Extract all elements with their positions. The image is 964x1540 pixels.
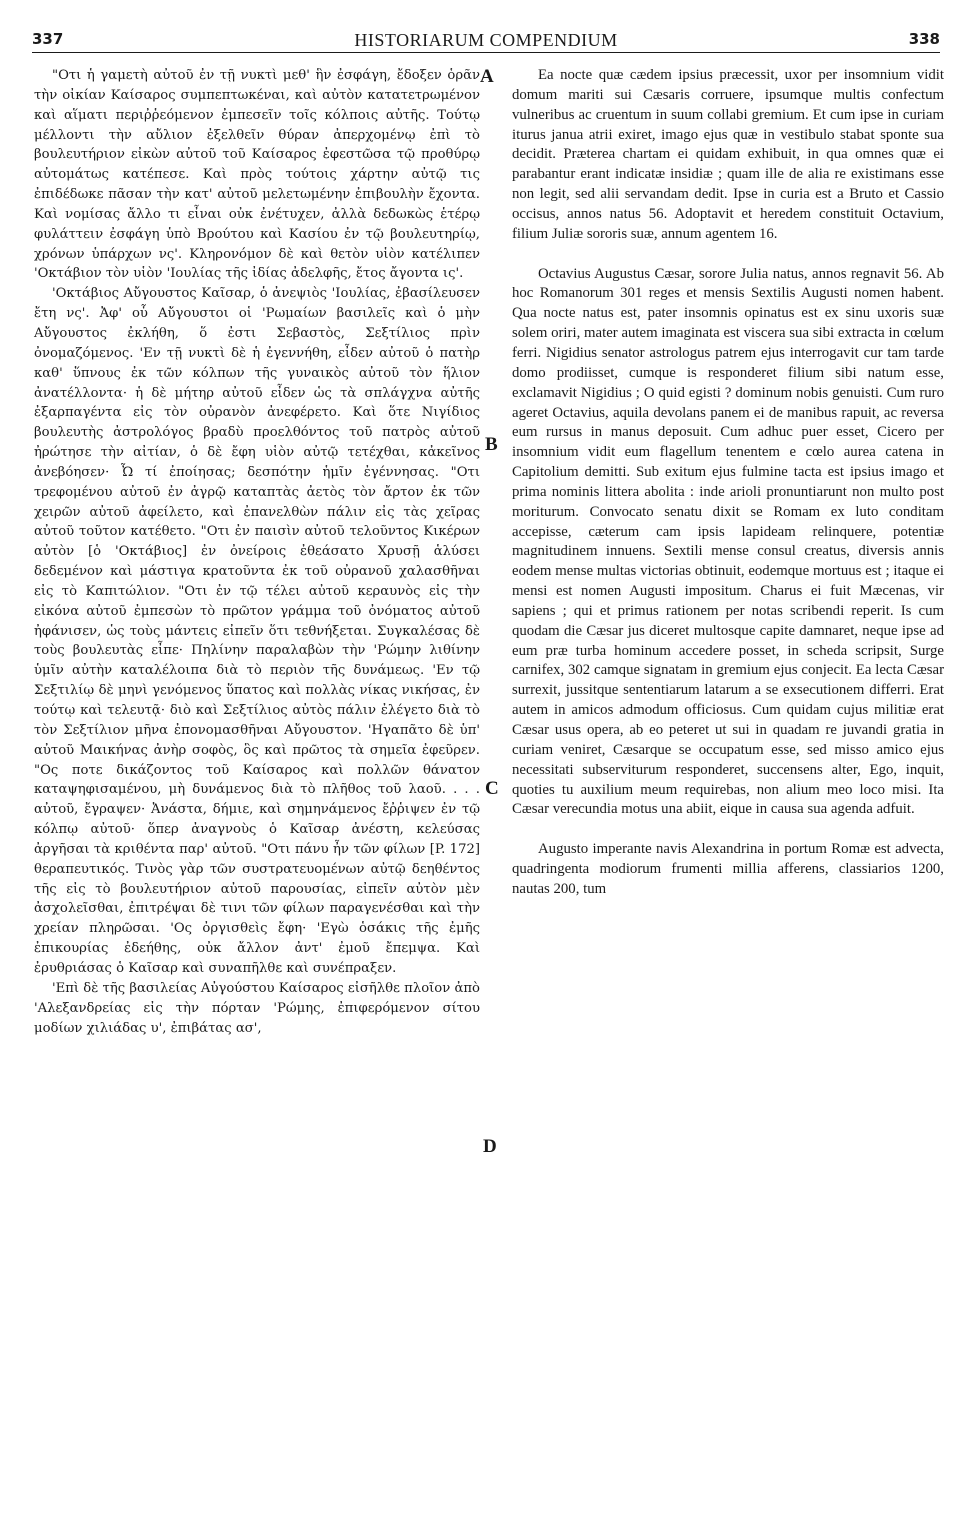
margin-letter-a: A xyxy=(480,66,494,87)
latin-paragraph-2: Octavius Augustus Cæsar, sorore Julia natus, annos regnavit 56. Ab hoc Romanorum 301 reges et mensis Sextilis Augusti nomen habent. Qua nocte natus est, pater insomnis opinatus est ex sinu uxoris suæ solem oriri, mater autem imaginata est viscera sua sibi extracta in cœlum ferri. Nigidius senator astrologus patrem ejus interrogavit cur tam tarde domo prodiisset, cumque is responderet filium sibi natum esse, exclamavit Nigidius ; O quid egisti ? dominum nobis genuisti. Cum ruro ageret Octavius, aquila devolans panem ei de manibus rapuit, ac reversa eum rursus in manus deposuit. Cum adhuc puer esset, Cicero per insomnium vidit eum flagellum tenentem e cœlo aurea catena in Capitolium demitti. Sub exitum ejus fulmine tacta est ipsius imago et prima nominis littera abolita : inde arioli pronuntiarunt non multo post moriturum. Convocato senatu dixit se Romam ex luto conditam accepisse, cæterum cam ipsis lapideam relinquere, potentiæ magnitudinem innuens. Sextili mense consul creatus, diversis annis eodem mense multas victorias obtinuit, eodemque mortuus est ; itaque ei mensi est nomen Augusti impositum. Charus ei fuit Mæcenas, vir sapiens ; qui et primus rationem per notas scribendi reperit. Is cum quodam die Cæsar jus diceret multosque capite damnaret, neque ipse ad eum præ turba hominum accedere posset, in scheda scripsit, Surge carnifex, 302 camque signatam in gremium ejus conjecit. Ea lecta Cæsar surrexit, jussitque sententiarum latarum a se exsecutionem differri. Erat autem in amicos admodum officiosus. Cum quidam cujus militiæ erat Cæsar usus opera, ab eo peteret ut sui in quadam re juvandi gratia in curiam veniret, Cæsarque se occupatum esse, sed misso amico ejus necessitati subserviturum responderet, succensens alter, Ego, inquit, quoties tu auxilium meum requirebas, non alium meo loco misi. Ita Cæsar verecundia motus una abiit, eique in causa sua agenda adfuit. xyxy=(512,265,944,818)
page-number-right: 338 xyxy=(908,30,940,48)
latin-column xyxy=(512,66,944,900)
margin-letter-b: B xyxy=(485,434,498,455)
latin-paragraph-1: Ea nocte quæ cædem ipsius præcessit, uxor per insomnium vidit domum mariti sui Cæsaris corruere, ipsumque multis confectum vulneribus ac cruentum in suum collabi gremium. Et cum ipse in curiam iturus janua atrii exiret, imago ejus quæ in vestibulo stabat sponte sua decidit. Præterea chartam ei quidam exhibuit, in qua omnes quæ ei parabantur erant indicatæ insidiæ ; quam ille de alia re existimans esse non legit, sed alii servandam dedit. Ipse in curia est a Bruto et Cassio occisus, annos natus 56. Adoptavit et heredem constituit Octavium, filium Juliæ sororis suæ, annum agentem 16. xyxy=(512,67,944,242)
greek-column xyxy=(34,66,480,1038)
margin-letter-d: D xyxy=(483,1136,497,1157)
margin-letter-c: C xyxy=(485,778,499,799)
latin-paragraph-3: Augusto imperante navis Alexandrina in portum Romæ est advecta, quadringenta modiorum frumenti millia afferens, classiarios 1200, nautas 200, tum xyxy=(512,841,944,897)
greek-paragraph-1: "Οτι ἡ γαμετὴ αὐτοῦ ἐν τῇ νυκτὶ μεθ' ἣν ἐσφάγη, ἔδοξεν ὁρᾶν τὴν οἰκίαν Καίσαρος συμπεπτωκέναι, καὶ αὐτὸν κατατετρωμένον καὶ αἵματι περιῤῥεόμενον ἐμπεσεῖν τοῖς κόλποις αὐτῆς. Τούτῳ μέλλοντι τὴν αὔλιον ἐξελθεῖν θύραν ἀπερχομένῳ ἐπὶ τὸ βουλευτήριον εἰκὼν αὐτοῦ τοῦ Καίσαρος ἐφεστῶσα τῷ προθύρῳ αὐτομάτως κατέπεσε. Καὶ πρὸς τούτοις χάρτην αὐτῷ τις ἐπιδέδωκε πᾶσαν τὴν κατ' αὐτοῦ μελετωμένην ἐπιβουλὴν ἔχοντα. Καὶ νομίσας ἄλλο τι εἶναι οὐκ ἐνέτυχεν, ἀλλὰ δεδωκὼς ἑτέρῳ φυλάττειν ἐσφάγη ὑπὸ Βρούτου καὶ Κασίου ἐν τῷ βουλευτηρίῳ, χρόνων ὑπάρχων νς'. Κληρονόμον δὲ καὶ θετὸν υἱὸν κατέλιπεν 'Οκτάβιον τὸν υἱὸν 'Ιουλίας τῆς ἰδίας ἀδελφῆς, ἔτος ἄγοντα ις'. xyxy=(34,68,480,282)
greek-paragraph-2: 'Οκτάβιος Αὔγουστος Καῖσαρ, ὁ ἀνεψιὸς 'Ιουλίας, ἐβασίλευσεν ἔτη νς'. Ἀφ' οὗ Αὔγουστοι οἱ 'Ρωμαίων βασιλεῖς καὶ ὁ μὴν Αὔγουστος ἐκλήθη, ὅ ἐστι Σεβαστὸς, Σεξτίλιος πρὶν ὀνομαζόμενος. 'Εν τῇ νυκτὶ δὲ ἡ ἐγεννήθη, εἶδεν αὐτοῦ ὁ πατὴρ καθ' ὕπνους ἐκ τῶν κόλπων τῆς γυναικὸς αὐτοῦ τὸν ἥλιον ἀνατέλλοντα· ἡ δὲ μήτηρ αὐτοῦ εἶδεν ὡς τὰ σπλάγχνα αὐτῆς ἐξαρπαγέντα εἰς τὸν οὐρανὸν ἀνεφέρετο. Καὶ ὅτε Νιγίδιος βουλευτὴς ἀστρολόγος βραδὺ προελθόντος τοῦ πατρὸς αὐτοῦ ἠρώτησε τὴν αἰτίαν, ὁ δὲ ἔφη υἱὸν αὐτῷ τετέχθαι, κἀκεῖνος ἀνεβόησεν· Ὦ τί ἐποίησας; δεσπότην ἡμῖν ἐγέννησας. "Οτι τρεφομένου αὐτοῦ ἐν ἀγρῷ καταπτὰς ἀετὸς τὸν ἄρτον ἐκ τῶν χειρῶν αὐτοῦ ἀφείλετο, καὶ ἐπανελθὼν πάλιν εἰς τὰς χεῖρας αὐτοῦ τοῦτον κατέθετο. "Οτι ἐν παισὶν αὐτοῦ τελοῦντος Κικέρων αὐτὸν [ὁ 'Οκτάβιος] ἐν ὀνείροις ἐθεάσατο Χρυσῇ ἁλύσει δεδεμένον καὶ μάστιγα κρατοῦντα ἐκ τοῦ οὐρανοῦ χαλασθῆναι εἰς τὸ Καπιτώλιον. "Οτι ἐν τῷ τέλει αὐτοῦ κεραυνὸς εἰς τὴν εἰκόνα αὐτοῦ ἐμπεσὼν τὸ πρῶτον γράμμα τοῦ ὀνόματος αὐτοῦ ἠφάνισεν, ὡς τοὺς μάντεις εἰπεῖν ὅτι τεθνήξεται. Συγκαλέσας δὲ τοὺς βουλευτὰς εἶπε· Πηλίνην παραλαβὼν τὴν 'Ρώμην λιθίνην ὑμῖν αὐτὴν καταλέλοιπα διὰ τὸ περιὸν τῆς δυνάμεως. 'Εν τῷ Σεξτιλίῳ δὲ μηνὶ γενόμενος ὕπατος καὶ πολλὰς νίκας νικήσας, ἐν τούτῳ καὶ τελευτᾷ· διὸ καὶ Σεξτίλιος αὐτὸς πάλιν ἐλέγετο διὰ τὸ τὸν Σεξτίλιον μῆνα ἐπονομασθῆναι Αὔγουστον. 'Ηγαπᾶτο δὲ ὑπ' αὐτοῦ Μαικήνας ἀνὴρ σοφὸς, ὃς καὶ πρῶτος τὰ σημεῖα ἐφεῦρεν. "Ος ποτε δικάζοντος τοῦ Καίσαρος καὶ πολλῶν θάνατον καταψηφισαμένου, μὴ δυνάμενος διὰ τὸ πλῆθος τοῦ λαοῦ. . . . αὐτοῦ, ἔγραψεν· Ἀνάστα, δήμιε, καὶ σημηνάμενος ἔῤῥιψεν ἐν τῷ κόλπῳ αὐτοῦ· ὅπερ ἀναγνοὺς ὁ Καῖσαρ ἀνέστη, κελεύσας ἀργῆσαι τὰ κριθέντα παρ' αὐτοῦ. "Οτι πάνυ ἦν τῶν φίλων [P. 172] θεραπευτικός. Τινὸς γὰρ τῶν συστρατευομένων αὐτῷ δεηθέντος τῆς εἰς τὸ βουλευτήριον αὐτοῦ παρουσίας, εἰπεῖν αὐτὸν μὲν ἀσχολεῖσθαι, ἐπιτρέψαι δὲ τινι τῶν φίλων παραγενέσθαι καὶ τὴν χρείαν πληρῶσαι. 'Ος ὀργισθεὶς ἔφη· 'Εγὼ ὁσάκις τῆς ἐμῆς ἐπικουρίας ἐδεήθης, οὐκ ἄλλον ἀντ' ἐμοῦ ἔπεμψα. Καὶ ἐρυθριάσας ὁ Καῖσαρ καὶ συναπῆλθε καὶ συνέπραξεν. xyxy=(34,286,480,976)
running-title: HISTORIARUM COMPENDIUM xyxy=(354,30,618,50)
page-number-left: 337 xyxy=(32,30,64,48)
running-header xyxy=(32,26,940,53)
greek-paragraph-3: 'Επὶ δὲ τῆς βασιλείας Αὐγούστου Καίσαρος εἰσῆλθε πλοῖον ἀπὸ 'Αλεξανδρείας εἰς τὴν πόρταν 'Ρώμης, ἐπιφερόμενον σίτου μοδίων χιλιάδας υ', ἐπιβάτας ασ', xyxy=(34,980,480,1036)
